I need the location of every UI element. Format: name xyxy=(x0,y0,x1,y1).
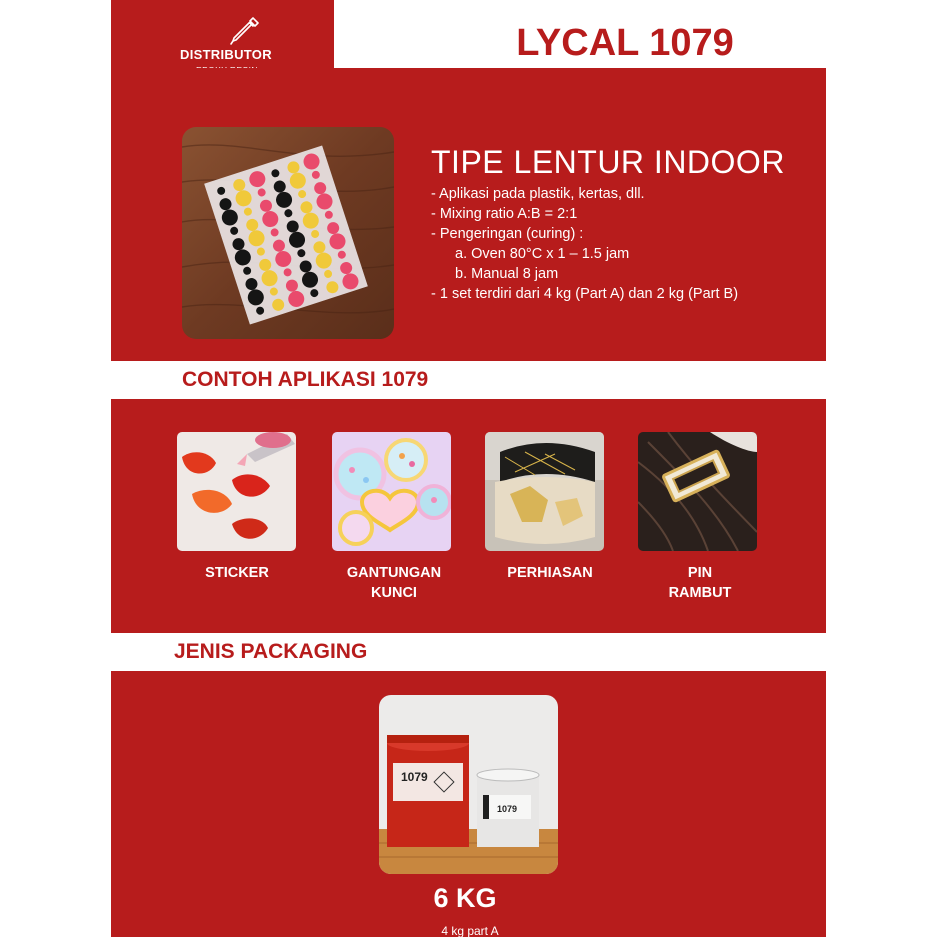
package-detail: 4 kg part A xyxy=(441,924,499,937)
sticker-photo xyxy=(177,432,296,551)
feature-subline: a. Oven 80°C x 1 – 1.5 jam xyxy=(455,246,630,262)
keychain-photo xyxy=(332,432,451,551)
jewelry-photo xyxy=(485,432,604,551)
feature-title: TIPE LENTUR INDOOR xyxy=(431,144,785,180)
feature-line: - 1 set terdiri dari 4 kg (Part A) dan 2 kg (Part B) xyxy=(431,286,739,302)
dropper-icon xyxy=(226,14,262,48)
feature-line: - Mixing ratio A:B = 2:1 xyxy=(431,206,578,222)
application-label-sticker: STICKER xyxy=(205,565,269,581)
packaging-title: JENIS PACKAGING xyxy=(174,640,368,663)
application-label-keychain: GANTUNGAN KUNCI xyxy=(346,565,442,601)
sticker-sheet-photo xyxy=(182,127,394,339)
feature-list xyxy=(431,184,738,304)
packaging-photo xyxy=(379,695,558,874)
package-weight: 6 KG xyxy=(433,883,497,913)
hair-pin-photo xyxy=(638,432,757,551)
page-title: LYCAL 1079 xyxy=(516,22,734,64)
application-label-jewelry: PERHIASAN xyxy=(507,565,593,581)
feature-line: - Aplikasi pada plastik, kertas, dll. xyxy=(431,186,645,202)
application-label-hair-pin: PIN RAMBUT xyxy=(668,565,732,601)
can-label-large: 1079 xyxy=(401,770,428,784)
feature-line: - Pengeringan (curing) : xyxy=(431,226,584,242)
logo-title: DISTRIBUTOR xyxy=(180,47,272,62)
can-label-small: 1079 xyxy=(497,804,518,814)
applications-title: CONTOH APLIKASI 1079 xyxy=(182,368,429,391)
feature-subline: b. Manual 8 jam xyxy=(455,266,559,282)
